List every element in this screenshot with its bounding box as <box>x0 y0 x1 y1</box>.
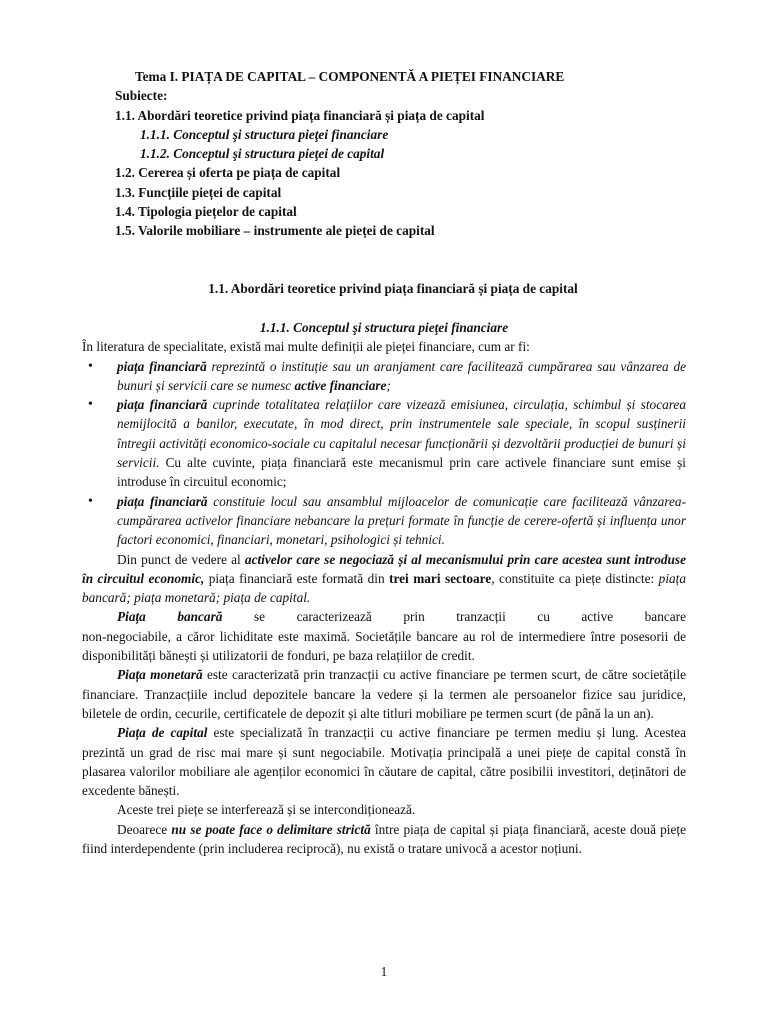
toc-item: 1.3. Funcțiile pieței de capital <box>115 184 282 200</box>
emphasis-span: nu se poate face o delimitare strictă <box>171 821 371 837</box>
document-title: Tema I. PIAȚA DE CAPITAL – COMPONENTĂ A PIEȚEI FINANCIARE <box>135 69 565 84</box>
definition-term: piața financiară <box>117 397 208 413</box>
toc-item: 1.1. Abordări teoretice privind piața financiară și piața de capital <box>115 107 485 123</box>
text-span: Din punct de vedere al <box>117 551 245 567</box>
text-span: este specializată în tranzacții cu active financiare pe termen mediu și lung. Acestea prezintă un grad de risc mai mare și sunt negociabile. Motivația principală a unei piețe de capital constă în plasarea valorilor mobiliare ale agenților economici în căutare de capital, către posibilii investitori, deținători de excedente bănești. <box>82 725 687 799</box>
definition-item <box>82 357 686 396</box>
text-span: este caracterizată prin tranzacții cu active financiare pe termen scurt, de către societățile financiare. Tranzacțiile includ depozitele bancare la vedere și la termen ale persoanelor fizice sau juridice, biletele de ordin, cecurile, certificatele de depozit și alte titluri mobiliare pe termen scurt (de până la un an). <box>82 667 687 721</box>
bullet-mark: • <box>88 358 93 374</box>
definition-text-plain: Cu alte cuvinte, piața financiară este mecanismul prin care activele financiare sunt emise și introduse în circuitul economic; <box>117 455 686 490</box>
subjects-list <box>82 86 686 240</box>
capital-market-paragraph <box>82 723 686 800</box>
toc-item: 1.2. Cererea și oferta pe piața de capital <box>115 165 341 181</box>
definition-text: constituie locul sau ansamblul mijloacelor de comunicație care facilitează vânzarea-cumpărarea activelor financiare nebancare la prețuri formate în funcție de cerere-ofertă și influența unor factori economici, financiari, monetari, psihologici și tehnici. <box>117 493 686 548</box>
text-span: , constituite ca piețe distincte: <box>491 570 659 586</box>
toc-item: 1.1.2. Conceptul şi structura pieţei de capital <box>140 146 385 162</box>
final-paragraph <box>82 820 686 859</box>
text-span: se caracterizează prin tranzacții cu active bancare <box>253 609 686 625</box>
bullet-mark: • <box>88 493 93 509</box>
intro-paragraph: În literatura de specialitate, există mai multe definiții ale pieței financiare, cum ar fi: <box>82 339 530 355</box>
subjects-label: Subiecte: <box>115 88 168 104</box>
bank-market-first-line <box>82 607 686 626</box>
toc-item: 1.5. Valorile mobiliare – instrumente ale pieței de capital <box>115 223 435 239</box>
bullet-mark: • <box>88 397 93 413</box>
definition-item <box>82 395 686 491</box>
definitions-list <box>82 357 686 550</box>
emphasis-span: trei mari sectoare <box>389 570 492 586</box>
term-span: Piața monetară <box>117 667 203 683</box>
text-span: piața financiară este formată din <box>204 570 390 586</box>
toc-item: 1.4. Tipologia piețelor de capital <box>115 204 297 220</box>
definition-term: piața financiară <box>117 493 208 509</box>
subsection-heading: 1.1.1. Conceptul şi structura pieţei financiare <box>259 319 509 335</box>
page-number: 1 <box>380 964 388 979</box>
italic-span: piața bancară; piața monetară; piața de capital. <box>82 570 687 606</box>
definition-emphasis: active financiare <box>294 377 387 393</box>
definition-term: piața financiară <box>117 358 207 374</box>
emphasis-span: activelor care se negociază și al mecanismului prin care acestea sunt introduse în circuitul economic, <box>82 551 687 586</box>
sectors-paragraph <box>82 550 686 608</box>
term-span: Piața bancară <box>117 609 223 625</box>
text-span: Deoarece <box>117 821 172 837</box>
term-span: Piața de capital <box>117 725 208 741</box>
money-market-paragraph <box>82 665 686 723</box>
interference-paragraph: Aceste trei piețe se interferează și se intercondiționează. <box>117 802 416 818</box>
definition-text: cuprinde totalitatea relațiilor care vizează emisiunea, circulația, schimbul și stocarea nemijlocită a banilor, executate, în mod direct, prin instrumentele sale speciale, în scopul susținerii întregii activități economico-sociale cu capitalul necesar funcționării și dezvoltării producției de bunuri și servicii. <box>117 397 686 471</box>
text-span: între piața de capital și piața financiară, aceste două piețe fiind interdependente (prin includerea reciprocă), nu există o tratare univocă a acestor noțiuni. <box>82 821 687 856</box>
definition-end: ; <box>386 377 391 393</box>
bank-market-paragraph: non-negociabile, a căror lichiditate este maximă. Societățile bancare au rol de intermediere între posesorii de disponibilități bănești și utilizatorii de fonduri, pe baza relațiilor de credit. <box>82 628 686 664</box>
definition-text: reprezintă o instituție sau un aranjament care facilitează cumpărarea sau vânzarea de bunuri și servicii care se numesc <box>117 358 686 393</box>
definition-item <box>82 492 686 550</box>
section-heading: 1.1. Abordări teoretice privind piața financiară și piața de capital <box>208 280 578 296</box>
toc-item: 1.1.1. Conceptul şi structura pieţei financiare <box>140 126 389 142</box>
